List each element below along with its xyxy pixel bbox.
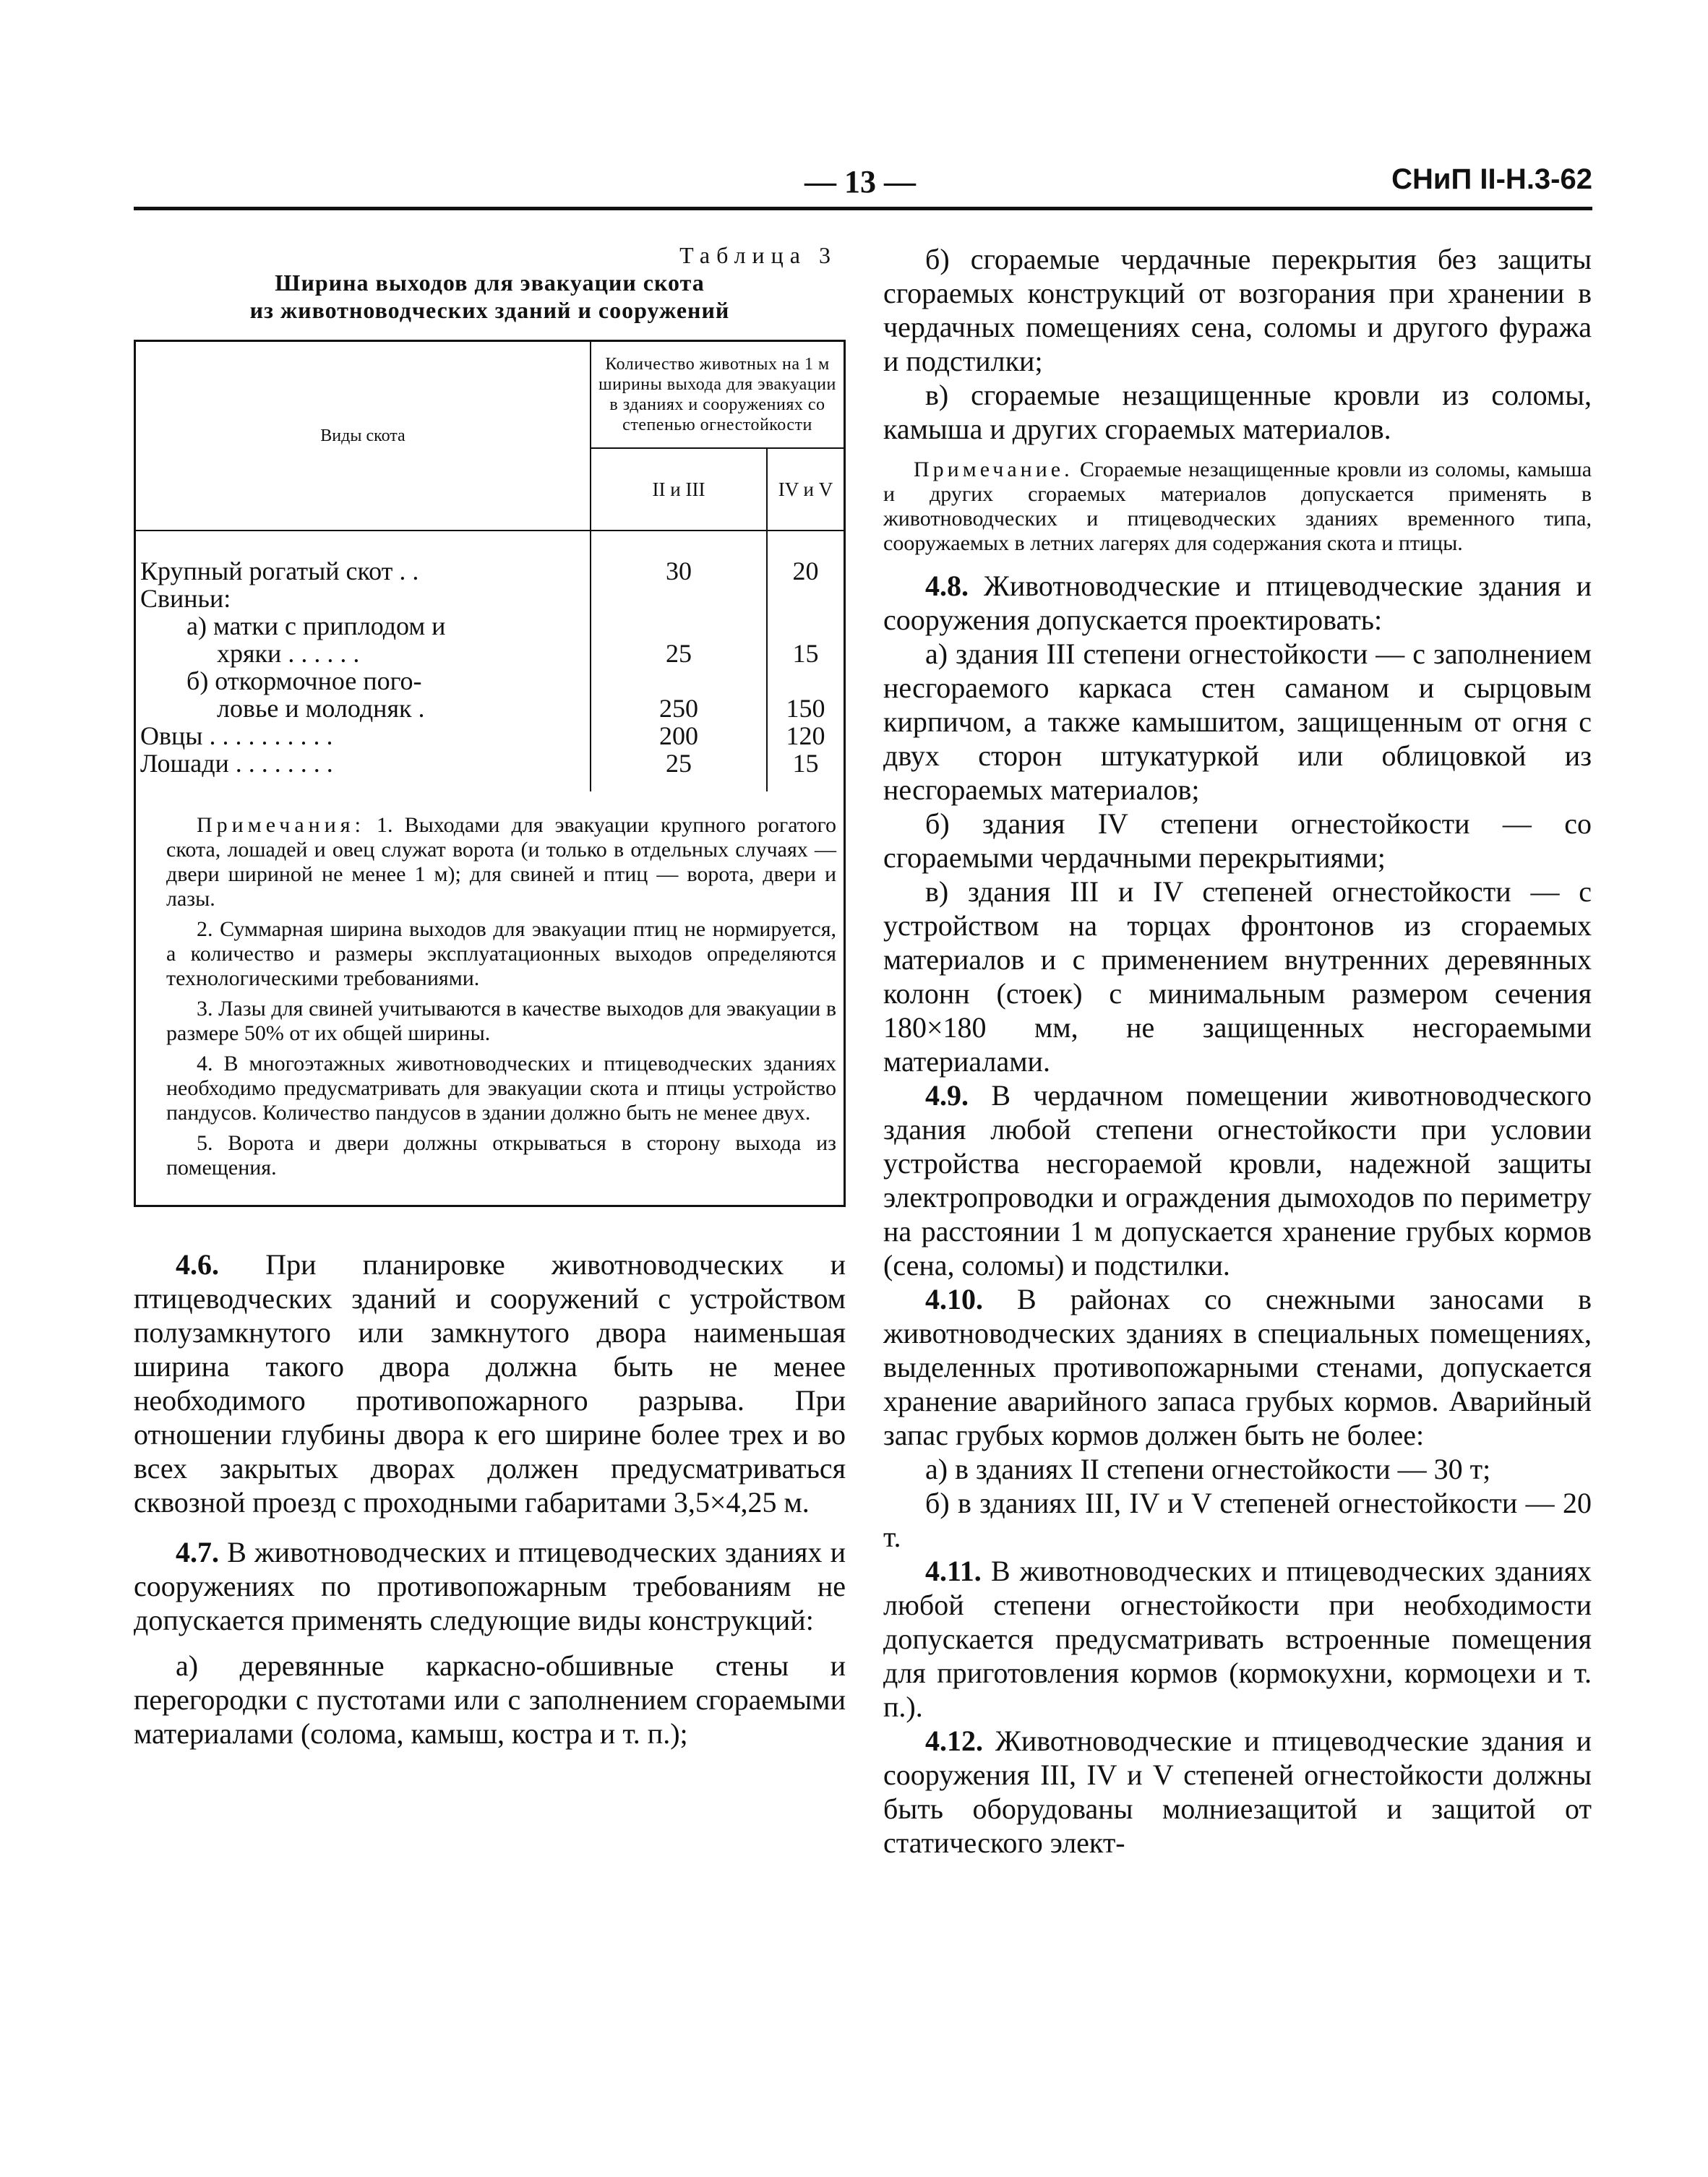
- table-caption: Таблица 3: [679, 242, 837, 268]
- row-value-b: [767, 612, 844, 640]
- section-4-10: [883, 1282, 1592, 1554]
- page-number: — 13 —: [804, 164, 916, 199]
- col-header-group: Количество животных на 1 м ширины выхода для эвакуации в зданиях и сооружениях со степенью огнестойкости: [591, 342, 844, 448]
- row-value-a: 25: [591, 640, 767, 667]
- row-value-a: 30: [591, 557, 767, 585]
- clause-number: 4.6.: [176, 1248, 219, 1281]
- col-header-a: II и III: [591, 448, 767, 531]
- section-4-11: [883, 1554, 1592, 1724]
- table-note-5: 5. Ворота и двери должны открываться в сторону выхода из помещения.: [166, 1131, 836, 1180]
- row-value-b: 150: [786, 694, 825, 723]
- section-4-7: [134, 1535, 846, 1751]
- row-value-b: 15: [792, 749, 819, 778]
- section-4-7-continued: [883, 242, 1592, 446]
- note-4-7: [883, 458, 1592, 556]
- row-value-b: 120: [786, 721, 825, 750]
- clause-item-c: в) здания III и IV степеней огнестойкости — с устройством на торцах фронтонов из сгораемых материалов и с применением внутренних деревянных колонн (стоек) с минимальным размером сечения 180×180 мм, не защищенных несгораемыми материалами.: [883, 875, 1592, 1078]
- clause-number: 4.7.: [176, 1536, 219, 1568]
- table-row: [136, 750, 844, 777]
- section-4-6: [134, 1248, 846, 1519]
- row-value-a: [591, 667, 767, 695]
- clause-item-a: а) здания III степени огнестойкости — с заполнением несгораемого каркаса стен саманом и сырцовым кирпичом, а также камышитом, защищенным от огня с двух сторон штукатуркой или облицовкой из несгораемых материалов;: [883, 637, 1592, 806]
- section-4-8: [883, 569, 1592, 1078]
- right-column: [883, 242, 1592, 1860]
- table-3: [134, 340, 846, 1207]
- clause-item-b: б) сгораемые чердачные перекрытия без защиты сгораемых конструкций от возгорания при хранении в чердачных помещениях сена, соломы и другого фуража и подстилки;: [883, 243, 1592, 377]
- section-4-12: [883, 1724, 1592, 1860]
- clause-text: Животноводческие и птицеводческие здания и сооружения допускается проектировать:: [883, 570, 1592, 636]
- clause-text: При планировке животноводческих и птицеводческих зданий и сооружений с устройством полузамкнутого или замкнутого двора наименьшая ширина такого двора должна быть не менее необходимого противопожарного разрыва. При отношении глубины двора к его ширине более трех и во всех закрытых дворах должен предусматриваться сквозной проезд с проходными габаритами 3,5×4,25 м.: [134, 1248, 846, 1519]
- clause-number: 4.12.: [925, 1725, 983, 1757]
- clause-number: 4.10.: [925, 1283, 983, 1315]
- header-rule: [134, 207, 1592, 210]
- clause-item-a: а) деревянные каркасно-обшивные стены и перегородки с пустотами или с заполнением сгораемыми материалами (солома, камыш, костра и т. п.);: [134, 1649, 846, 1750]
- col-header-kind: Виды скота: [136, 342, 591, 531]
- row-value-a: [591, 612, 767, 640]
- row-label: б) откормочное пого-: [136, 667, 591, 695]
- clause-text: В чердачном помещении животноводческого здания любой степени огнестойкости при условии устройства несгораемой кровли, надежной защиты электропроводки и ограждения дымоходов по периметру на расстоянии 1 м допускается хранение грубых кормов (сена, соломы) и подстилки.: [883, 1079, 1592, 1281]
- table-note-2: 2. Суммарная ширина выходов для эвакуации птиц не нормируется, а количество и размеры эксплуатационных выходов определяются технологическими требованиями.: [166, 917, 836, 990]
- row-value-b: 20: [792, 557, 819, 585]
- table-row: [136, 585, 844, 612]
- table-note-4: 4. В многоэтажных животноводческих и птицеводческих зданиях необходимо предусматривать для эвакуации скота и птицы устройство пандусов. Количество пандусов в здании должно быть не менее двух.: [166, 1052, 836, 1125]
- table-row: [136, 722, 844, 750]
- row-value-b: [767, 667, 844, 695]
- row-value-a: [591, 585, 767, 612]
- table-notes: [136, 791, 844, 1205]
- row-label: Крупный рогатый скот . .: [136, 557, 591, 585]
- evacuation-width-table: [136, 342, 844, 791]
- clause-text: В районах со снежными заносами в животноводческих зданиях в специальных помещениях, выделенных противопожарными стенами, допускается хранение аварийного запаса грубых кормов. Аварийный запас грубых кормов должен быть не более:: [883, 1283, 1592, 1451]
- clause-item-b: б) в зданиях III, IV и V степеней огнестойкости — 20 т.: [883, 1487, 1592, 1553]
- clause-item-c: в) сгораемые незащищенные кровли из соломы, камыша и других сгораемых материалов.: [883, 379, 1592, 445]
- document-code: СНиП II-Н.3-62: [1391, 163, 1592, 195]
- table-row: [136, 695, 844, 722]
- row-value-a: 200: [591, 722, 767, 750]
- note-text: Сгораемые незащищенные кровли из соломы, камыша и других сгораемых материалов допускается применять в животноводческих и птицеводческих зданиях временного типа, сооружаемых в летних лагерях для содержания скота и птицы.: [883, 458, 1592, 555]
- row-label: хряки . . . . . .: [136, 640, 591, 667]
- clause-number: 4.8.: [925, 570, 969, 602]
- table-row: [136, 612, 844, 640]
- row-label: Лошади . . . . . . . .: [136, 750, 591, 777]
- left-column: [134, 242, 846, 1751]
- clause-text: Животноводческие и птицеводческие здания и сооружения III, IV и V степеней огнестойкости должны быть оборудованы молниезащитой и защитой от статического элект-: [883, 1725, 1592, 1859]
- row-value-a: 25: [591, 750, 767, 777]
- row-label: Овцы . . . . . . . . . .: [136, 722, 591, 750]
- clause-number: 4.11.: [925, 1555, 982, 1587]
- row-value-b: 15: [792, 639, 819, 668]
- note-label: Примечание.: [914, 458, 1073, 481]
- table-row: [136, 640, 844, 667]
- table-row: [136, 557, 844, 585]
- table-title-line2: из животноводческих зданий и сооружений: [249, 297, 730, 323]
- table-row: [136, 667, 844, 695]
- table-note-3: 3. Лазы для свиней учитываются в качестве выходов для эвакуации в размере 50% от их общей ширины.: [166, 997, 836, 1045]
- section-4-9: [883, 1078, 1592, 1282]
- clause-item-b: б) здания IV степени огнестойкости — со сгораемыми чердачными перекрытиями;: [883, 807, 1592, 874]
- row-label: а) матки с приплодом и: [136, 612, 591, 640]
- clause-text: В животноводческих и птицеводческих зданиях любой степени огнестойкости при необходимости допускается предусматривать встроенные помещения для приготовления кормов (кормокухни, кормоцехи и т. п.).: [883, 1555, 1592, 1723]
- clause-item-a: а) в зданиях II степени огнестойкости — 30 т;: [925, 1453, 1491, 1485]
- row-label: ловье и молодняк .: [136, 695, 591, 722]
- table-note-1: 1. Выходами для эвакуации крупного рогатого скота, лошадей и овец служат ворота (и только в отдельных случаях — двери шириной не менее 1 м); для свиней и птиц — ворота, двери и лазы.: [166, 813, 837, 911]
- notes-label: Примечания:: [197, 813, 365, 837]
- clause-text: В животноводческих и птицеводческих зданиях и сооружениях по противопожарным требованиям не допускается применять следующие виды конструкций:: [134, 1536, 846, 1636]
- table-title-line1: Ширина выходов для эвакуации скота: [275, 270, 705, 296]
- clause-number: 4.9.: [925, 1079, 969, 1112]
- row-value-a: 250: [591, 695, 767, 722]
- col-header-b: IV и V: [767, 448, 844, 531]
- row-value-b: [767, 585, 844, 612]
- row-label: Свиньи:: [136, 585, 591, 612]
